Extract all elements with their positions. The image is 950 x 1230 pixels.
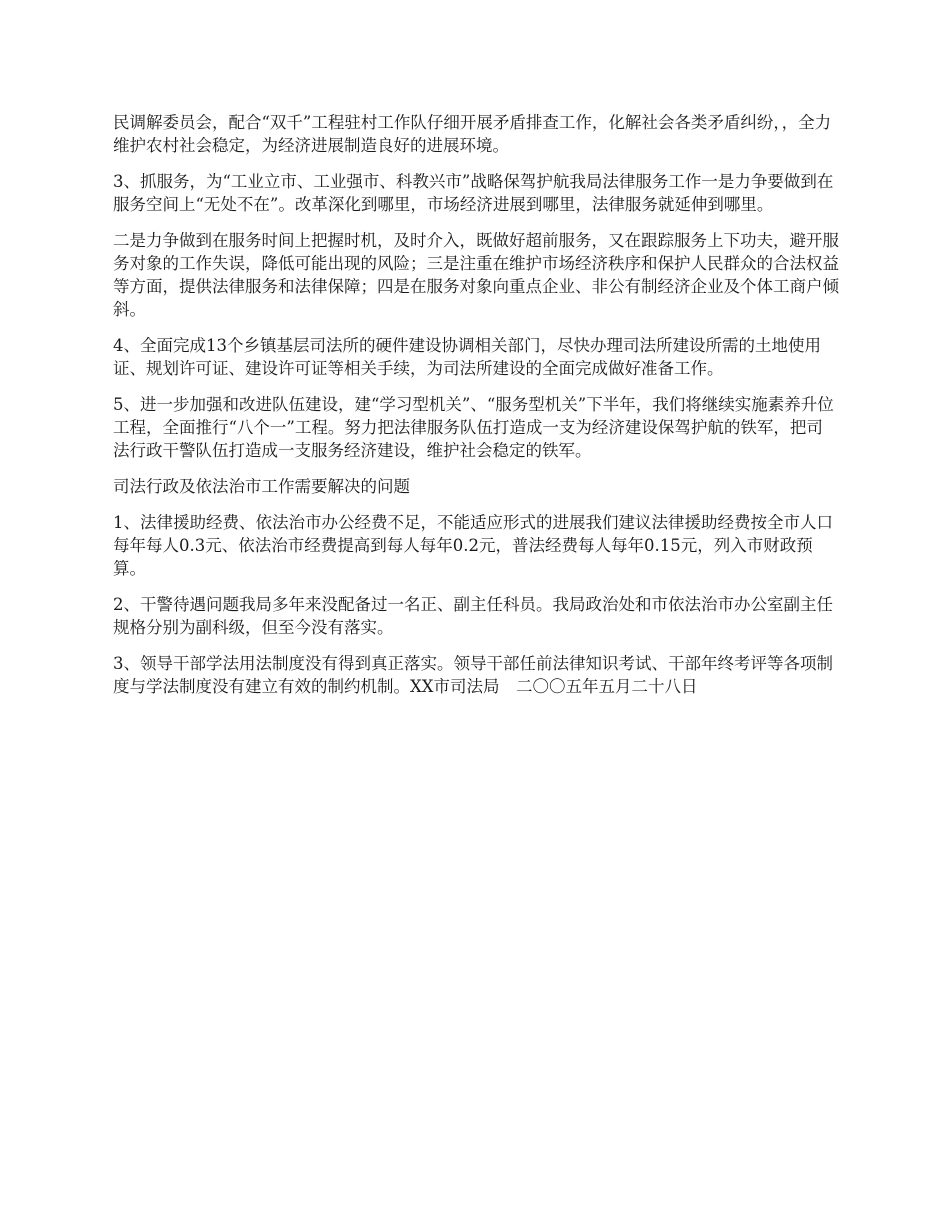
paragraph-problem-3: 3、领导干部学法用法制度没有得到真正落实。领导干部任前法律知识考试、干部年终考评等各项制度与学法制度没有建立有效的制约机制。XX市司法局 二〇〇五年五月二十八日 [113, 654, 833, 696]
paragraph-problem-1: 1、法律援助经费、依法治市办公经费不足，不能适应形式的进展我们建议法律援助经费按全市人口每年每人0.3元、依法治市经费提高到每人每年0.2元，普法经费每人每年0.15元，列入市财政预算。 [113, 513, 833, 578]
document-body [113, 111, 839, 711]
paragraph-team-5: 5、进一步加强和改进队伍建设，建“学习型机关”、“服务型机关”下半年，我们将继续实施素养升位工程，全面推行“八个一”工程。努力把法律服务队伍打造成一支为经济建设保驾护航的铁军，把司法行政干警队伍打造成一支服务经济建设，维护社会稳定的铁军。 [113, 395, 834, 460]
paragraph-mediation: 民调解委员会，配合“双千”工程驻村工作队仔细开展矛盾排查工作，化解社会各类矛盾纠纷，，全力维护农村社会稳定，为经济进展制造良好的进展环境。 [113, 113, 832, 155]
paragraph-service-3: 3、抓服务，为“工业立市、工业强市、科教兴市”战略保驾护航我局法律服务工作一是力争要做到在服务空间上“无处不在”。改革深化到哪里，市场经济进展到哪里，法律服务就延伸到哪里。 [113, 172, 834, 214]
section-heading-problems: 司法行政及依法治市工作需要解决的问题 [113, 477, 410, 496]
paragraph-service-continued: 二是力争做到在服务时间上把握时机，及时介入，既做好超前服务，又在跟踪服务上下功夫，避开服务对象的工作失误，降低可能出现的风险；三是注重在维护市场经济秩序和保护人民群众的合法权益等方面，提供法律服务和法律保障；四是在服务对象向重点企业、非公有制经济企业及个体工商户倾斜。 [113, 231, 839, 319]
paragraph-hardware-4: 4、全面完成13个乡镇基层司法所的硬件建设协调相关部门，尽快办理司法所建设所需的土地使用证、规划许可证、建设许可证等相关手续，为司法所建设的全面完成做好准备工作。 [113, 336, 821, 378]
paragraph-problem-2: 2、干警待遇问题我局多年来没配备过一名正、副主任科员。我局政治处和市依法治市办公室副主任规格分别为副科级，但至今没有落实。 [113, 595, 833, 637]
